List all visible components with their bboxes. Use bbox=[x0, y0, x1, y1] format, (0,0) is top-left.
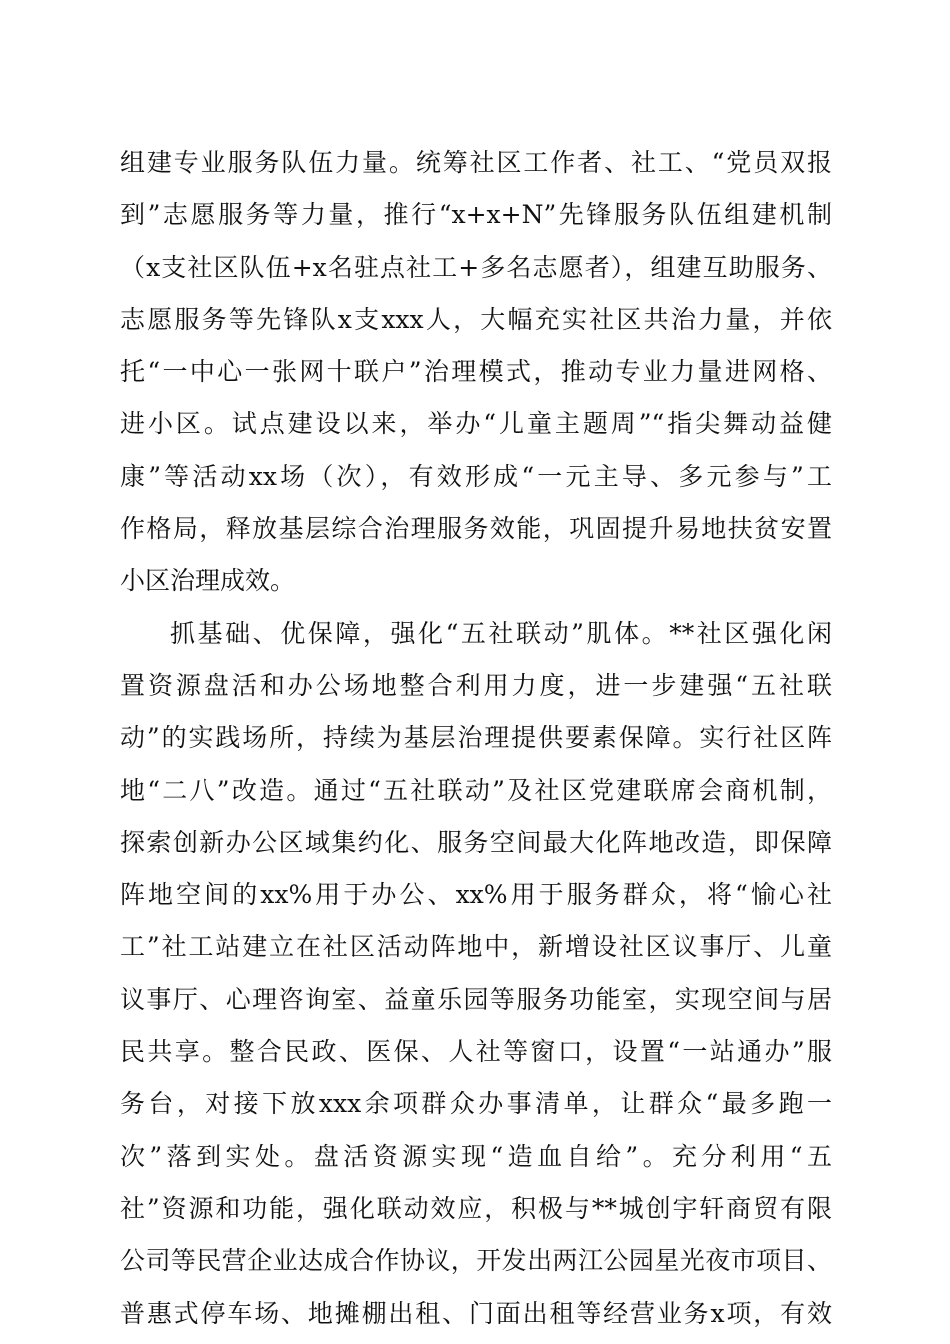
text-line: 小区治理成效。 bbox=[120, 566, 296, 596]
text-line: 置资源盘活和办公场地整合利用力度，进一步建强“五社联 bbox=[120, 670, 832, 700]
text-line: 公司等民营企业达成合作协议，开发出两江公园星光夜市项目、 bbox=[120, 1246, 832, 1276]
text-line: 务台，对接下放xxx余项群众办事清单，让群众“最多跑一 bbox=[120, 1089, 832, 1119]
paragraph-five-society-linkage bbox=[120, 608, 832, 1340]
text-line: 地“二八”改造。通过“五社联动”及社区党建联席会商机制， bbox=[120, 775, 832, 805]
text-line: 探索创新办公区域集约化、服务空间最大化阵地改造，即保障 bbox=[120, 827, 832, 857]
text-line: 动”的实践场所，持续为基层治理提供要素保障。实行社区阵 bbox=[120, 723, 832, 753]
text-line: 民共享。整合民政、医保、人社等窗口，设置“一站通办”服 bbox=[120, 1037, 832, 1067]
text-line: 康”等活动xx场（次），有效形成“一元主导、多元参与”工 bbox=[120, 461, 832, 491]
text-line: 次”落到实处。盘活资源实现“造血自给”。充分利用“五 bbox=[120, 1141, 832, 1171]
text-line: 进小区。试点建设以来，举办“儿童主题周”“指尖舞动益健 bbox=[120, 409, 832, 439]
text-line: 托“一中心一张网十联户”治理模式，推动专业力量进网格、 bbox=[120, 357, 832, 387]
text-line: 组建专业服务队伍力量。统筹社区工作者、社工、“党员双报 bbox=[120, 148, 832, 177]
text-line: 工”社工站建立在社区活动阵地中，新增设社区议事厅、儿童 bbox=[120, 932, 832, 962]
text-line: 议事厅、心理咨询室、益童乐园等服务功能室，实现空间与居 bbox=[120, 984, 832, 1014]
text-line: 社”资源和功能，强化联动效应，积极与**城创宇轩商贸有限 bbox=[120, 1193, 832, 1223]
text-line: 志愿服务等先锋队x支xxx人，大幅充实社区共治力量，并依 bbox=[120, 304, 832, 334]
text-line: 到”志愿服务等力量，推行“x+x+N”先锋服务队伍组建机制 bbox=[120, 200, 832, 230]
paragraph-community-service-teams bbox=[120, 137, 832, 608]
text-line: 普惠式停车场、地摊棚出租、门面出租等经营业务x项，有效 bbox=[120, 1298, 832, 1328]
text-line: （x支社区队伍+x名驻点社工+多名志愿者），组建互助服务、 bbox=[120, 252, 832, 282]
text-line: 作格局，释放基层综合治理服务效能，巩固提升易地扶贫安置 bbox=[120, 514, 832, 544]
text-line: 抓基础、优保障，强化“五社联动”肌体。**社区强化闲 bbox=[170, 618, 832, 648]
text-line: 阵地空间的xx%用于办公、xx%用于服务群众，将“愉心社 bbox=[120, 880, 832, 910]
document-body bbox=[120, 137, 832, 1340]
